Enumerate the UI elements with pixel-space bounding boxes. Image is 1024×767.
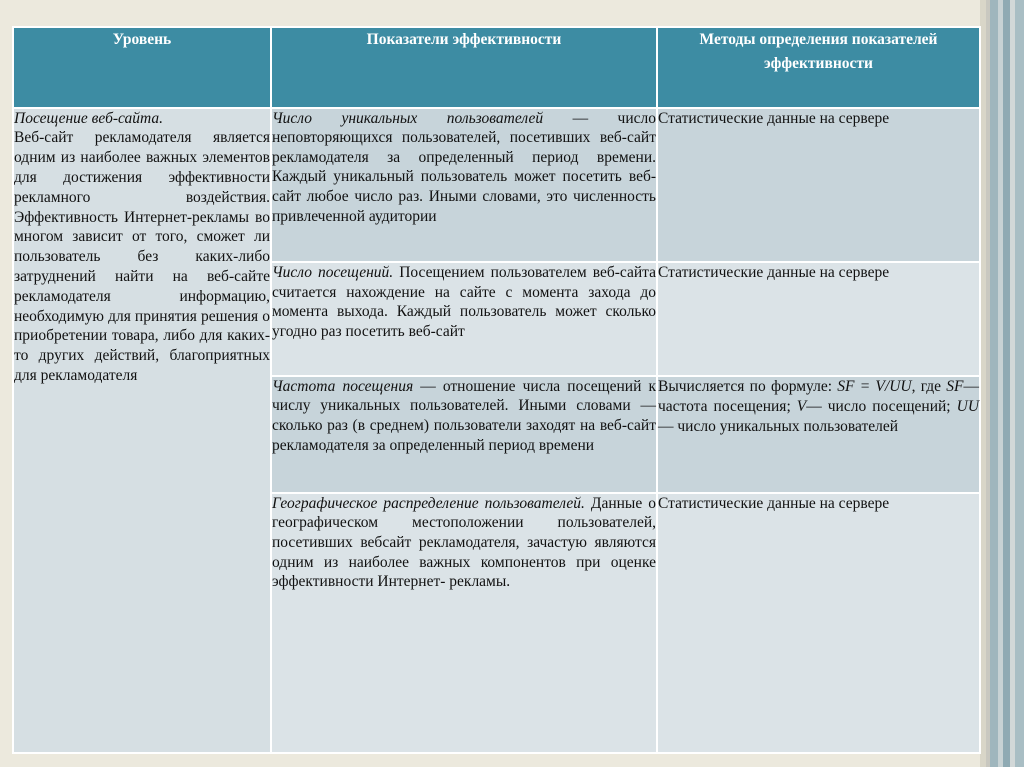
formula-var-uu: UU	[956, 397, 980, 415]
level-text: Веб-сайт рекламодателя является одним из наиболее важных элементов для достижения эффективности рекламного воздействия. Эффективность Интернет-рекламы во многом зависит от того, сможет ли пользователь без каких-либо затруднений найти на веб-сайте рекламодателя информацию, необходимую для принятия решения о приобретении товара, либо для каких-то других действий, благоприятных для рекламодателя	[14, 129, 270, 385]
method-text: Статистические данные на сервере	[658, 263, 890, 281]
formula-text-2: , где	[911, 377, 947, 395]
header-level: Уровень	[14, 28, 270, 107]
formula-var-sf: SF	[946, 377, 964, 395]
indicator-cell	[272, 494, 656, 752]
slide	[12, 26, 979, 754]
formula-expression: SF = V/UU	[837, 377, 912, 395]
indicator-term: Число посещений.	[272, 263, 394, 281]
formula-text-4: — число посещений;	[806, 397, 957, 415]
header-methods-label: Методы определения показателей эффективности	[699, 31, 938, 72]
method-text: Статистические данные на сервере	[658, 494, 890, 512]
level-cell	[14, 109, 270, 752]
method-cell	[658, 263, 979, 375]
indicator-term: Географическое распределение пользователей.	[272, 494, 585, 512]
method-text: Статистические данные на сервере	[658, 109, 890, 127]
table-row	[14, 109, 979, 261]
indicator-desc: — число неповторяющихся пользователей, посетивших веб-сайт рекламодателя за определенный период времени. Каждый уникальный пользователь может посетить веб-сайт любое число раз. Иными словами, это численность привлеченной аудитории	[272, 109, 656, 225]
indicator-cell	[272, 109, 656, 261]
formula-text-5: — число уникальных пользователей	[658, 417, 899, 435]
method-cell	[658, 494, 979, 752]
efficiency-table	[12, 26, 981, 754]
method-cell	[658, 109, 979, 261]
header-indicators: Показатели эффективности	[272, 28, 656, 107]
formula-text-1: Вычисляется по формуле:	[658, 377, 838, 395]
indicator-cell	[272, 263, 656, 375]
formula-text-3: — частота посещения;	[658, 377, 979, 415]
indicator-cell	[272, 377, 656, 492]
header-row	[14, 28, 979, 107]
indicator-term: Число уникальных пользователей	[272, 109, 544, 127]
level-title: Посещение веб-сайта.	[14, 109, 164, 127]
decorative-stripes	[980, 0, 1024, 767]
method-cell	[658, 377, 979, 492]
indicator-desc: — отношение числа посещений к числу уникальных пользователей. Иными словами — сколько раз (в среднем) пользователи заходят на веб-сайт рекламодателя за определенный период времени	[272, 377, 656, 454]
indicator-term: Частота посещения	[272, 377, 414, 395]
header-methods	[658, 28, 979, 107]
formula-var-v: V	[796, 397, 807, 415]
indicator-desc: Посещением пользователем веб-сайта считается нахождение на сайте с момента захода до момента выхода. Каждый пользователь может сколько угодно раз посетить веб-сайт	[272, 263, 656, 340]
indicator-desc: Данные о географическом местоположении пользователей, посетивших вебсайт рекламодателя, зачастую являются одним из наиболее важных компонентов при оценке эффективности Интернет- рекламы.	[272, 494, 657, 591]
